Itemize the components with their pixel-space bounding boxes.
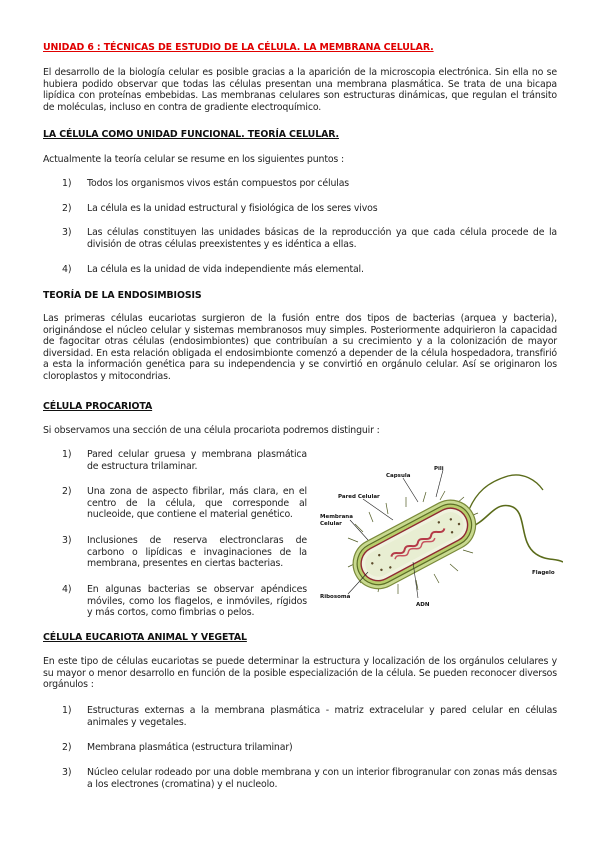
section-heading-eucariota: CÉLULA EUCARIOTA ANIMAL Y VEGETAL — [43, 632, 247, 643]
section-lead: Si observamos una sección de una célula procariota podremos distinguir : — [43, 425, 380, 436]
list-text: En algunas bacterias se observar apéndices móviles, como los flagelos, e inmóviles, rígidos y más cortos, como fimbrias o pelos. — [87, 584, 307, 618]
list-item — [62, 203, 557, 215]
list-text: La célula es la unidad estructural y fisiológica de los seres vivos — [87, 203, 378, 214]
list-number: 2) — [62, 742, 72, 753]
list-number: 2) — [62, 486, 72, 497]
list-number: 1) — [62, 178, 72, 189]
list-item — [62, 767, 557, 791]
list-number: 4) — [62, 584, 72, 595]
list-item — [62, 227, 557, 251]
list-text: Inclusiones de reserva electronclaras de carbono o lipídicas e invaginaciones de la membrana, presentes en ciertas bacterias. — [87, 535, 307, 569]
intro-paragraph: El desarrollo de la biología celular es posible gracias a la aparición de la microscopia electrónica. Sin ella no se hubiera podido observar que todas las células presentan una membrana plasmática. Se trata de una bicapa lipídica con proteínas embebidas. Las membranas celulares son estructuras dinámicas, que regulan el tránsito de moléculas, incluso en contra de gradiente electroquímico. — [43, 67, 557, 113]
label-pili: Pili — [434, 466, 444, 472]
section-heading-procariota: CÉLULA PROCARIOTA — [43, 401, 153, 412]
list-item — [62, 742, 557, 754]
list-text: Membrana plasmática (estructura trilaminar) — [87, 742, 293, 753]
list-number: 3) — [62, 227, 72, 238]
section-heading-teoria-celular: LA CÉLULA COMO UNIDAD FUNCIONAL. TEORÍA CELULAR. — [43, 129, 339, 140]
prokaryotic-cell-diagram — [318, 462, 563, 617]
list-item — [62, 449, 307, 473]
list-number: 4) — [62, 264, 72, 275]
label-capsula: Capsula — [386, 473, 411, 479]
list-text: Una zona de aspecto fibrilar, más clara, en el centro de la célula, que corresponde al nucleoide, que contiene el material genético. — [87, 486, 307, 520]
list-text: La célula es la unidad de vida independiente más elemental. — [87, 264, 364, 275]
section-heading-endosimbiosis: TEORÍA DE LA ENDOSIMBIOSIS — [43, 290, 202, 301]
list-item — [62, 178, 557, 190]
list-item — [62, 535, 307, 571]
list-item — [62, 584, 307, 620]
section-lead: Actualmente la teoría celular se resume en los siguientes puntos : — [43, 154, 345, 165]
list-number: 1) — [62, 705, 72, 716]
list-item — [62, 705, 557, 729]
list-text: Las células constituyen las unidades básicas de la reproducción ya que cada célula procede de la división de otras células preexistentes y es idéntica a ellas. — [87, 227, 557, 250]
list-text: Estructuras externas a la membrana plasmática - matriz extracelular y pared celular en células animales y vegetales. — [87, 705, 557, 728]
list-item — [62, 486, 307, 522]
label-adn: ADN — [416, 602, 430, 608]
label-membrana-celular: Celular — [320, 521, 342, 527]
label-membrana: Membrana — [320, 514, 353, 520]
list-text: Pared celular gruesa y membrana plasmática de estructura trilaminar. — [87, 449, 307, 472]
list-number: 1) — [62, 449, 72, 460]
list-text: Todos los organismos vivos están compuestos por células — [87, 178, 350, 189]
flagellum — [468, 505, 563, 562]
page-title: UNIDAD 6 : TÉCNICAS DE ESTUDIO DE LA CÉLULA. LA MEMBRANA CELULAR. — [43, 42, 434, 53]
list-item — [62, 264, 557, 276]
label-pared-celular: Pared Celular — [338, 494, 380, 500]
list-number: 3) — [62, 535, 72, 546]
list-text: Núcleo celular rodeado por una doble membrana y con un interior fibrogranular con zonas más densas a los electrones (cromatina) y el nucleolo. — [87, 767, 557, 790]
eucariota-paragraph: En este tipo de células eucariotas se puede determinar la estructura y localización de los orgánulos celulares y su mayor o menor desarrollo en función de la posible especialización de la célula. Se pueden reconocer diversos orgánulos : — [43, 656, 557, 690]
list-number: 3) — [62, 767, 72, 778]
endosimbiosis-paragraph: Las primeras células eucariotas surgieron de la fusión entre dos tipos de bacterias (arquea y bacteria), originándose el núcleo celular y sistemas membranosos muy simples. Posteriormente adquirieron la capacidad de fagocitar otras células (endosimbiontes) que contribuían a su crecimiento y a la colonización de mayor diversidad. En esta relación obligada el endosimbionte comenzó a depender de la célula hospedadora, transfirió a esta la información genética para su independencia y se convirtió en orgánulo celular. Así se originaron los cloroplastos y mitocondrias. — [43, 313, 557, 382]
capsule — [344, 491, 484, 597]
list-number: 2) — [62, 203, 72, 214]
label-ribosoma: Ribosoma — [320, 594, 351, 600]
flagellum — [468, 475, 543, 512]
label-flagelo: Flagelo — [532, 570, 555, 576]
